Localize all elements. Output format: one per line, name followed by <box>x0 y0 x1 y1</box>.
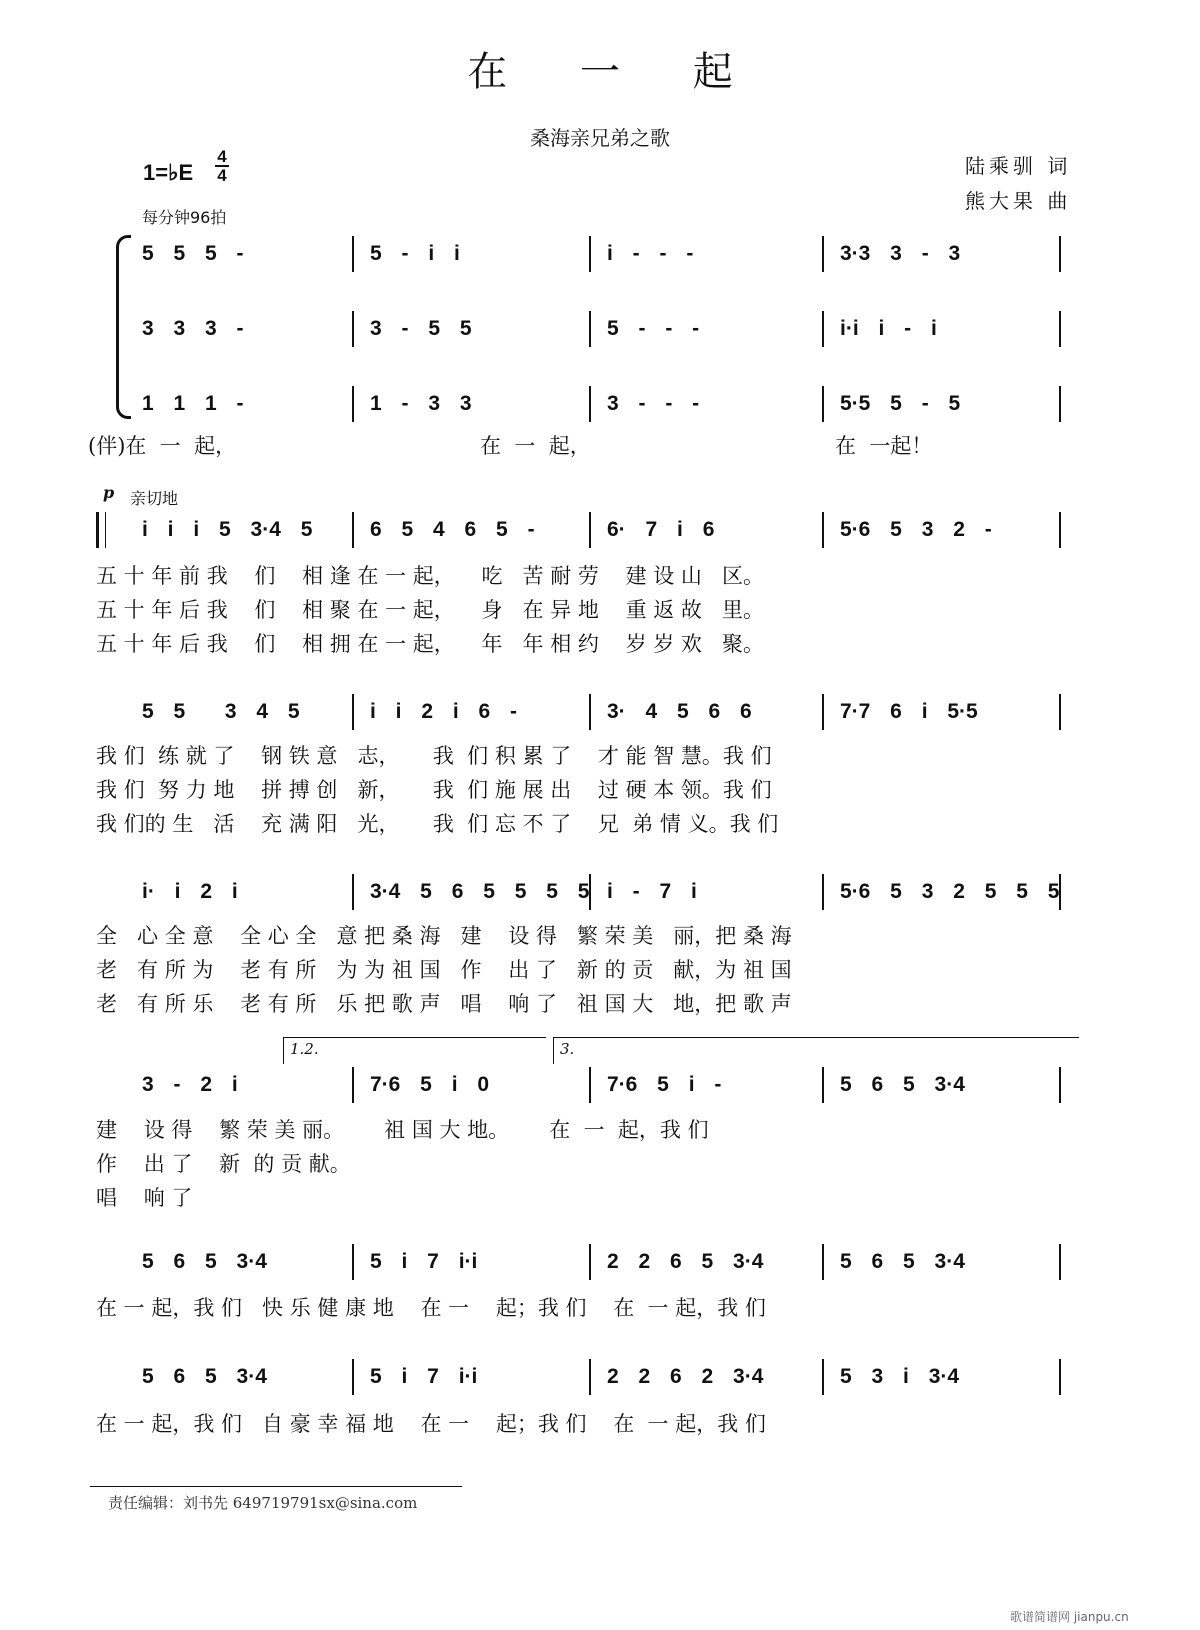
intro-lyric-2: 在 一 起， <box>480 434 591 458</box>
section4-lyric-line-2: 老 有 所 为 老 有 所 为 为 祖 国 作 出 了 新 的 贡 献，为 祖 国 <box>96 958 792 982</box>
section3-barline <box>822 694 824 730</box>
intro-lyric-3: 在 一起！ <box>835 434 933 458</box>
section3-barline <box>352 694 354 730</box>
section4-measure-2: 3·4 5 6 5 5 5 5 <box>370 880 590 903</box>
intro-voice3-measure-3: 3 - - - <box>607 392 700 415</box>
ending-3-bracket <box>553 1037 1079 1064</box>
section3-measure-4: 7·7 6 i 5·5 <box>840 700 978 723</box>
footer-rule <box>90 1486 462 1487</box>
intro-voice1-measure-4: 3·3 3 - 3 <box>840 242 961 265</box>
tempo-marking: 每分钟96拍 <box>142 208 227 227</box>
section6-measure-1: 5 6 5 3·4 <box>142 1250 267 1273</box>
section5-barline <box>1059 1067 1061 1103</box>
intro-voice3-barline <box>1059 386 1061 422</box>
section2-lyric-line-2: 五 十 年 后 我 们 相 聚 在 一 起， 身 在 异 地 重 返 故 里。 <box>96 598 764 622</box>
section7-barline <box>1059 1359 1061 1395</box>
section3-barline <box>1059 694 1061 730</box>
repeat-start-sign <box>96 512 106 548</box>
section2-measure-2: 6 5 4 6 5 - <box>370 518 535 541</box>
section6-measure-3: 2 2 6 5 3·4 <box>607 1250 764 1273</box>
section5-measure-2: 7·6 5 i 0 <box>370 1073 490 1096</box>
key-signature: 1=♭E <box>143 160 194 185</box>
section5-barline <box>822 1067 824 1103</box>
section7-measure-1: 5 6 5 3·4 <box>142 1365 267 1388</box>
intro-voice2-barline <box>1059 311 1061 347</box>
section4-barline <box>589 874 591 910</box>
section5-barline <box>352 1067 354 1103</box>
intro-voice3-barline <box>352 386 354 422</box>
intro-voice3-measure-1: 1 1 1 - <box>142 392 244 415</box>
intro-voice1-barline <box>352 236 354 272</box>
expression-marking: 亲切地 <box>130 489 179 508</box>
section6-measure-2: 5 i 7 i·i <box>370 1250 478 1273</box>
section3-measure-1: 5 5 3 4 5 <box>142 700 300 723</box>
section5-lyric-line-3: 唱 响 了 <box>96 1186 193 1210</box>
section7-measure-4: 5 3 i 3·4 <box>840 1365 960 1388</box>
time-signature-top: 4 <box>217 147 227 166</box>
section2-measure-4: 5·6 5 3 2 - <box>840 518 992 541</box>
title-char-2: 一 <box>580 49 620 95</box>
section4-barline <box>1059 874 1061 910</box>
section4-barline <box>822 874 824 910</box>
intro-voice3-barline <box>822 386 824 422</box>
editor-credit: 责任编辑：刘书先 649719791sx@sina.com <box>108 1494 418 1512</box>
dynamic-marking: p <box>103 483 115 502</box>
section2-lyric-line-3: 五 十 年 后 我 们 相 拥 在 一 起， 年 年 相 约 岁 岁 欢 聚。 <box>96 632 764 656</box>
section7-barline <box>589 1359 591 1395</box>
section2-barline <box>352 512 354 548</box>
time-signature <box>215 148 229 184</box>
intro-voice3-barline <box>589 386 591 422</box>
section4-lyric-line-3: 老 有 所 乐 老 有 所 乐 把 歌 声 唱 响 了 祖 国 大 地，把 歌 声 <box>96 992 792 1016</box>
song-title <box>0 40 1200 97</box>
intro-voice2-measure-4: i·i i - i <box>840 317 937 340</box>
intro-voice1-measure-3: i - - - <box>607 242 694 265</box>
section3-measure-3: 3· 4 5 6 6 <box>607 700 752 723</box>
intro-voice2-measure-3: 5 - - - <box>607 317 700 340</box>
section2-lyric-line-1: 五 十 年 前 我 们 相 逢 在 一 起， 吃 苦 耐 劳 建 设 山 区。 <box>96 564 764 588</box>
intro-voice3-measure-2: 1 - 3 3 <box>370 392 472 415</box>
section4-measure-1: i· i 2 i <box>142 880 238 903</box>
section5-measure-3: 7·6 5 i - <box>607 1073 722 1096</box>
lyricist-credit: 陆乘驯 词 <box>965 154 1072 178</box>
section5-lyric-line-1: 建 设 得 繁 荣 美 丽。 祖 国 大 地。 在 一 起，我 们 <box>96 1118 709 1142</box>
section3-lyric-line-2: 我 们 努 力 地 拼 搏 创 新， 我 们 施 展 出 过 硬 本 领。我 们 <box>96 778 772 802</box>
section3-barline <box>589 694 591 730</box>
song-subtitle: 桑海亲兄弟之歌 <box>530 126 670 150</box>
ending-1-2-label: 1.2. <box>290 1040 319 1058</box>
title-char-1: 在 <box>467 49 508 95</box>
intro-voice2-barline <box>589 311 591 347</box>
intro-voice1-barline <box>589 236 591 272</box>
section7-measure-3: 2 2 6 2 3·4 <box>607 1365 764 1388</box>
composer-credit: 熊大果 曲 <box>965 189 1072 213</box>
section4-barline <box>352 874 354 910</box>
site-watermark: 歌谱简谱网 jianpu.cn <box>1010 1610 1129 1624</box>
section5-measure-4: 5 6 5 3·4 <box>840 1073 965 1096</box>
intro-lyric-1: (伴)在 一 起， <box>88 434 237 458</box>
section7-lyric-line-1: 在 一 起，我 们 自 豪 幸 福 地 在 一 起；我 们 在 一 起，我 们 <box>96 1412 766 1436</box>
intro-voice1-barline <box>822 236 824 272</box>
intro-voice1-measure-1: 5 5 5 - <box>142 242 244 265</box>
section6-barline <box>589 1244 591 1280</box>
section2-measure-1: i i i 5 3·4 5 <box>142 518 313 541</box>
section4-measure-4: 5·6 5 3 2 5 5 5 <box>840 880 1060 903</box>
section2-barline <box>589 512 591 548</box>
intro-voice2-measure-2: 3 - 5 5 <box>370 317 472 340</box>
ending-1-2-bracket <box>283 1037 546 1064</box>
section3-measure-2: i i 2 i 6 - <box>370 700 518 723</box>
section6-barline <box>352 1244 354 1280</box>
intro-voice1-barline <box>1059 236 1061 272</box>
section5-measure-1: 3 - 2 i <box>142 1073 238 1096</box>
section2-barline <box>822 512 824 548</box>
section3-lyric-line-3: 我 们的 生 活 充 满 阳 光， 我 们 忘 不 了 兄 弟 情 义。我 们 <box>96 812 779 836</box>
title-char-3: 起 <box>692 49 733 95</box>
intro-voice3-measure-4: 5·5 5 - 5 <box>840 392 961 415</box>
section3-lyric-line-1: 我 们 练 就 了 钢 铁 意 志， 我 们 积 累 了 才 能 智 慧。我 们 <box>96 744 772 768</box>
section4-measure-3: i - 7 i <box>607 880 697 903</box>
section6-barline <box>1059 1244 1061 1280</box>
section7-barline <box>822 1359 824 1395</box>
intro-voice2-barline <box>352 311 354 347</box>
system-brace <box>116 235 131 419</box>
section5-lyric-line-2: 作 出 了 新 的 贡 献。 <box>96 1152 351 1176</box>
intro-voice2-barline <box>822 311 824 347</box>
section4-lyric-line-1: 全 心 全 意 全 心 全 意 把 桑 海 建 设 得 繁 荣 美 丽，把 桑 海 <box>96 924 792 948</box>
section5-barline <box>589 1067 591 1103</box>
section2-barline <box>1059 512 1061 548</box>
intro-voice2-measure-1: 3 3 3 - <box>142 317 244 340</box>
section2-measure-3: 6· 7 i 6 <box>607 518 715 541</box>
time-signature-bottom: 4 <box>217 166 227 185</box>
section7-measure-2: 5 i 7 i·i <box>370 1365 478 1388</box>
section6-lyric-line-1: 在 一 起，我 们 快 乐 健 康 地 在 一 起；我 们 在 一 起，我 们 <box>96 1296 766 1320</box>
section7-barline <box>352 1359 354 1395</box>
section6-measure-4: 5 6 5 3·4 <box>840 1250 965 1273</box>
section6-barline <box>822 1244 824 1280</box>
ending-3-label: 3. <box>560 1040 575 1058</box>
intro-voice1-measure-2: 5 - i i <box>370 242 460 265</box>
